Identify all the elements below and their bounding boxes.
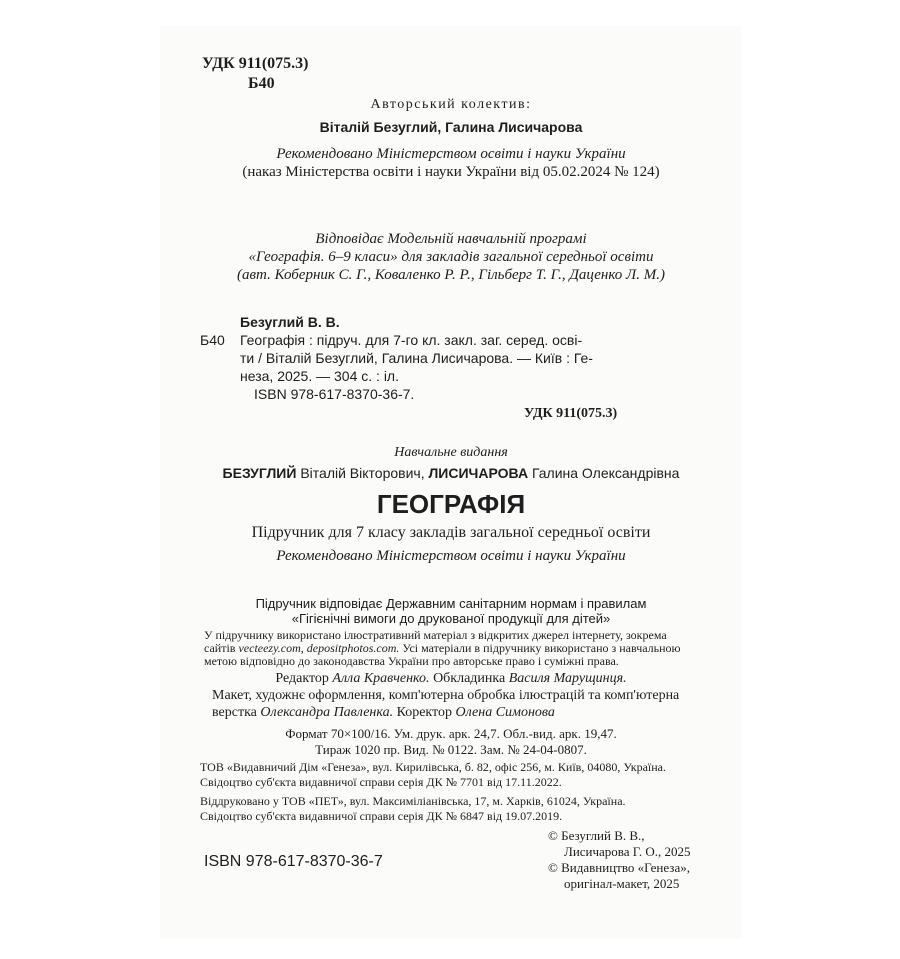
staff-layout-line-2 bbox=[212, 706, 555, 720]
catalog-author: Безуглий В. В. bbox=[240, 314, 340, 330]
book-title: ГЕОГРАФІЯ bbox=[376, 489, 526, 519]
catalog-code: Б40 bbox=[200, 332, 225, 348]
authors-names: Віталій Безуглий, Галина Лисичарова bbox=[319, 119, 583, 135]
editor-name: Алла Кравченко. bbox=[332, 671, 430, 686]
catalog-description-1: Географія : підруч. для 7-го кл. закл. заг. серед. осві- bbox=[240, 332, 583, 348]
print-format: Формат 70×100/16. Ум. друк. арк. 24,7. Обл.-вид. арк. 19,47. bbox=[285, 726, 617, 741]
author-1-names: Віталій Вікторович, bbox=[300, 465, 425, 481]
udk-code: УДК 911(075.3) bbox=[202, 55, 309, 72]
ministry-recommendation: Рекомендовано Міністерством освіти і науки України bbox=[276, 146, 626, 162]
credits-line-2 bbox=[204, 642, 681, 654]
publisher-address: ТОВ «Видавничий Дім «Генеза», вул. Кирилівська, б. 82, офіс 256, м. Київ, 04080, Україна. bbox=[200, 760, 667, 774]
staff-editor-line bbox=[160, 672, 742, 686]
program-authors: (авт. Коберник С. Г., Коваленко Р. Р., Гільберг Т. Г., Даценко Л. М.) bbox=[237, 267, 665, 283]
author-2-surname: ЛИСИЧАРОВА bbox=[428, 465, 529, 481]
print-run: Тираж 1020 пр. Вид. № 0122. Зам. № 24-04-0807. bbox=[315, 742, 587, 757]
credits-line-3: метою відповідно до законодавства України про авторське право і суміжні права. bbox=[204, 654, 619, 668]
ministry-order: (наказ Міністерства освіти і науки України від 05.02.2024 № 124) bbox=[242, 164, 660, 180]
layout-name: Олександра Павленка. bbox=[260, 705, 394, 720]
credits-usage: Усі матеріали в підручнику використано з навчальною bbox=[402, 641, 681, 655]
book-imprint-page bbox=[160, 26, 742, 939]
program-line-1: Відповідає Модельній навчальній програмі bbox=[315, 231, 587, 247]
program-line-2: «Географія. 6–9 класи» для закладів загальної середньої освіти bbox=[248, 249, 654, 265]
book-recommendation: Рекомендовано Міністерством освіти і науки України bbox=[276, 548, 626, 564]
copyright-layout: оригінал-макет, 2025 bbox=[564, 876, 680, 891]
credits-sites: vecteezy.com, depositphotos.com. bbox=[238, 641, 400, 655]
corrector-label: Коректор bbox=[396, 705, 452, 720]
credits-sites-label: сайтів bbox=[204, 641, 236, 655]
catalog-udk: УДК 911(075.3) bbox=[524, 406, 618, 421]
isbn-bottom: ISBN 978-617-8370-36-7 bbox=[204, 853, 383, 870]
editor-label: Редактор bbox=[275, 671, 329, 686]
bbk-code: Б40 bbox=[248, 75, 275, 92]
edition-authors bbox=[160, 466, 742, 480]
book-subtitle: Підручник для 7 класу закладів загальної середньої освіти bbox=[251, 524, 651, 541]
publisher-certificate: Свідоцтво суб'єкта видавничої справи серія ДК № 7701 від 17.11.2022. bbox=[200, 775, 562, 789]
sanitary-line-2: «Гігієнічні вимоги до друкованої продукції для дітей» bbox=[291, 611, 611, 626]
corrector-name: Олена Симонова bbox=[455, 705, 555, 720]
copyright-author-1: © Безуглий В. В., bbox=[548, 828, 645, 843]
edition-type: Навчальне видання bbox=[394, 445, 508, 460]
credits-line-1: У підручнику використано ілюстративний матеріал з відкритих джерел інтернету, зокрема bbox=[204, 628, 667, 642]
authors-label: Авторський колектив: bbox=[370, 97, 532, 112]
layout-label: верстка bbox=[212, 705, 257, 720]
printer-address: Віддруковано у ТОВ «ПЕТ», вул. Максиміліанівська, 17, м. Харків, 61024, Україна. bbox=[200, 794, 626, 808]
printer-certificate: Свідоцтво суб'єкта видавничої справи серія ДК № 6847 від 19.07.2019. bbox=[200, 809, 563, 823]
author-1-surname: БЕЗУГЛИЙ bbox=[222, 465, 297, 481]
sanitary-line-1: Підручник відповідає Державним санітарним нормам і правилам bbox=[255, 596, 647, 611]
staff-layout-line: Макет, художнє оформлення, комп'ютерна обробка ілюстрацій та комп'ютерна bbox=[212, 688, 680, 703]
catalog-isbn: ISBN 978-617-8370-36-7. bbox=[254, 386, 415, 402]
author-2-names: Галина Олександрівна bbox=[531, 465, 680, 481]
cover-label: Обкладинка bbox=[433, 671, 506, 686]
cover-designer: Василя Марущинця. bbox=[508, 671, 627, 686]
copyright-publisher: © Видавництво «Генеза», bbox=[548, 860, 690, 875]
catalog-description-2: ти / Віталій Безуглий, Галина Лисичарова. — Київ : Ге- bbox=[240, 350, 593, 366]
copyright-author-2: Лисичарова Г. О., 2025 bbox=[564, 844, 691, 859]
catalog-description-3: неза, 2025. — 304 с. : іл. bbox=[240, 368, 399, 384]
